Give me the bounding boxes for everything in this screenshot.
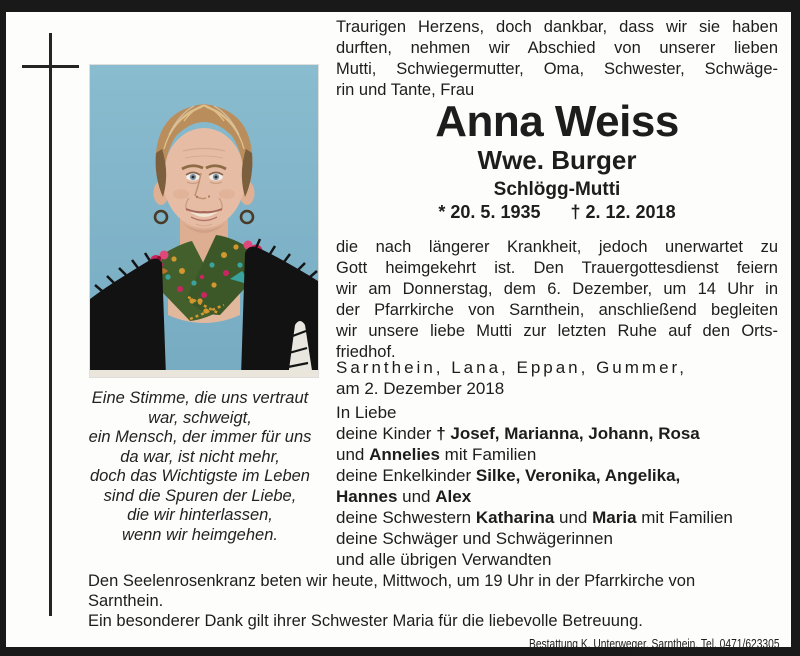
mourners-line: und alle übrigen Verwandten (336, 550, 552, 569)
mourners-line: Hannes und Alex (336, 487, 472, 506)
date-line: am 2. Dezember 2018 (336, 379, 505, 398)
poem-line: ein Mensch, der immer für uns (88, 428, 312, 446)
memorial-poem (60, 389, 340, 545)
intro-paragraph (336, 17, 778, 101)
intro-line: rin und Tante, Frau (336, 81, 475, 99)
footer-block (88, 571, 780, 654)
mourners-line: deine Enkelkinder Silke, Veronika, Angelika, (336, 466, 681, 485)
mourners-line: deine Kinder † Josef, Marianna, Johann, Rosa (336, 424, 700, 443)
life-dates (336, 203, 778, 221)
mourners-heading: In Liebe (336, 403, 397, 422)
intro-line: Mutti, Schwiegermutter, Oma, Schwester, Schwäge- (336, 60, 778, 78)
announcement-paragraph (336, 237, 778, 363)
poem-line: die wir hinterlassen, (127, 506, 273, 524)
birth-date: * 20. 5. 1935 (438, 202, 541, 222)
announcement-line: friedhof. (336, 343, 396, 361)
intro-line: durften, nehmen wir Abschied von unserer lieben (336, 39, 778, 57)
announcement-line: wir unsere liebe Mutti zur letzten Ruhe auf den Orts- (336, 322, 778, 340)
place-date-line (336, 357, 786, 399)
death-date: † 2. 12. 2018 (570, 202, 676, 222)
mourners-line: deine Schwestern Katharina und Maria mit Familien (336, 508, 733, 527)
funeral-home-credit: Bestattung K. Unterweger, Sarnthein, Tel. 0471/623305 (529, 637, 780, 651)
deceased-house-name: Schlögg-Mutti (493, 179, 621, 200)
deceased-name: Anna Weiss (435, 97, 679, 146)
mourners-line: und Annelies mit Familien (336, 445, 537, 464)
intro-line: Traurigen Herzens, doch dankbar, dass wir sie haben (336, 18, 778, 36)
poem-line: sind die Spuren der Liebe, (103, 486, 297, 505)
announcement-line: Gott heimgekehrt ist. Den Trauergottesdienst feiern (336, 259, 778, 277)
announcement-line: wir am Donnerstag, dem 6. Dezember, um 14 Uhr in (336, 280, 778, 298)
poem-line: wenn wir heimgehen. (122, 525, 278, 544)
poem-line: Eine Stimme, die uns vertraut (91, 389, 309, 407)
deceased-widow-title: Wwe. Burger (477, 145, 637, 175)
thanks-line: Ein besonderer Dank gilt ihrer Schwester Maria für die liebevolle Betreuung. (88, 612, 643, 630)
poem-line: war, schweigt, (148, 408, 252, 427)
announcement-line: der Pfarrkirche von Sarnthein, anschließend begleiten (336, 301, 778, 319)
photo-bottom-strip (90, 370, 318, 377)
rosary-line: Sarnthein. (88, 592, 164, 610)
poem-line: doch das Wichtigste im Leben (90, 467, 310, 485)
places-line: Sarnthein, Lana, Eppan, Gummer, (336, 358, 687, 377)
cross-vertical-bar (49, 33, 52, 616)
mourners-line: deine Schwäger und Schwägerinnen (336, 529, 613, 548)
rosary-line: Den Seelenrosenkranz beten wir heute, Mittwoch, um 19 Uhr in der Pfarrkirche von (88, 572, 696, 590)
poem-line: da war, ist nicht mehr, (120, 447, 280, 466)
mourners-list (336, 402, 788, 570)
portrait-photo (90, 65, 318, 377)
announcement-line: die nach längerer Krankheit, jedoch unerwartet zu (336, 238, 778, 256)
cross-horizontal-bar (22, 65, 79, 68)
